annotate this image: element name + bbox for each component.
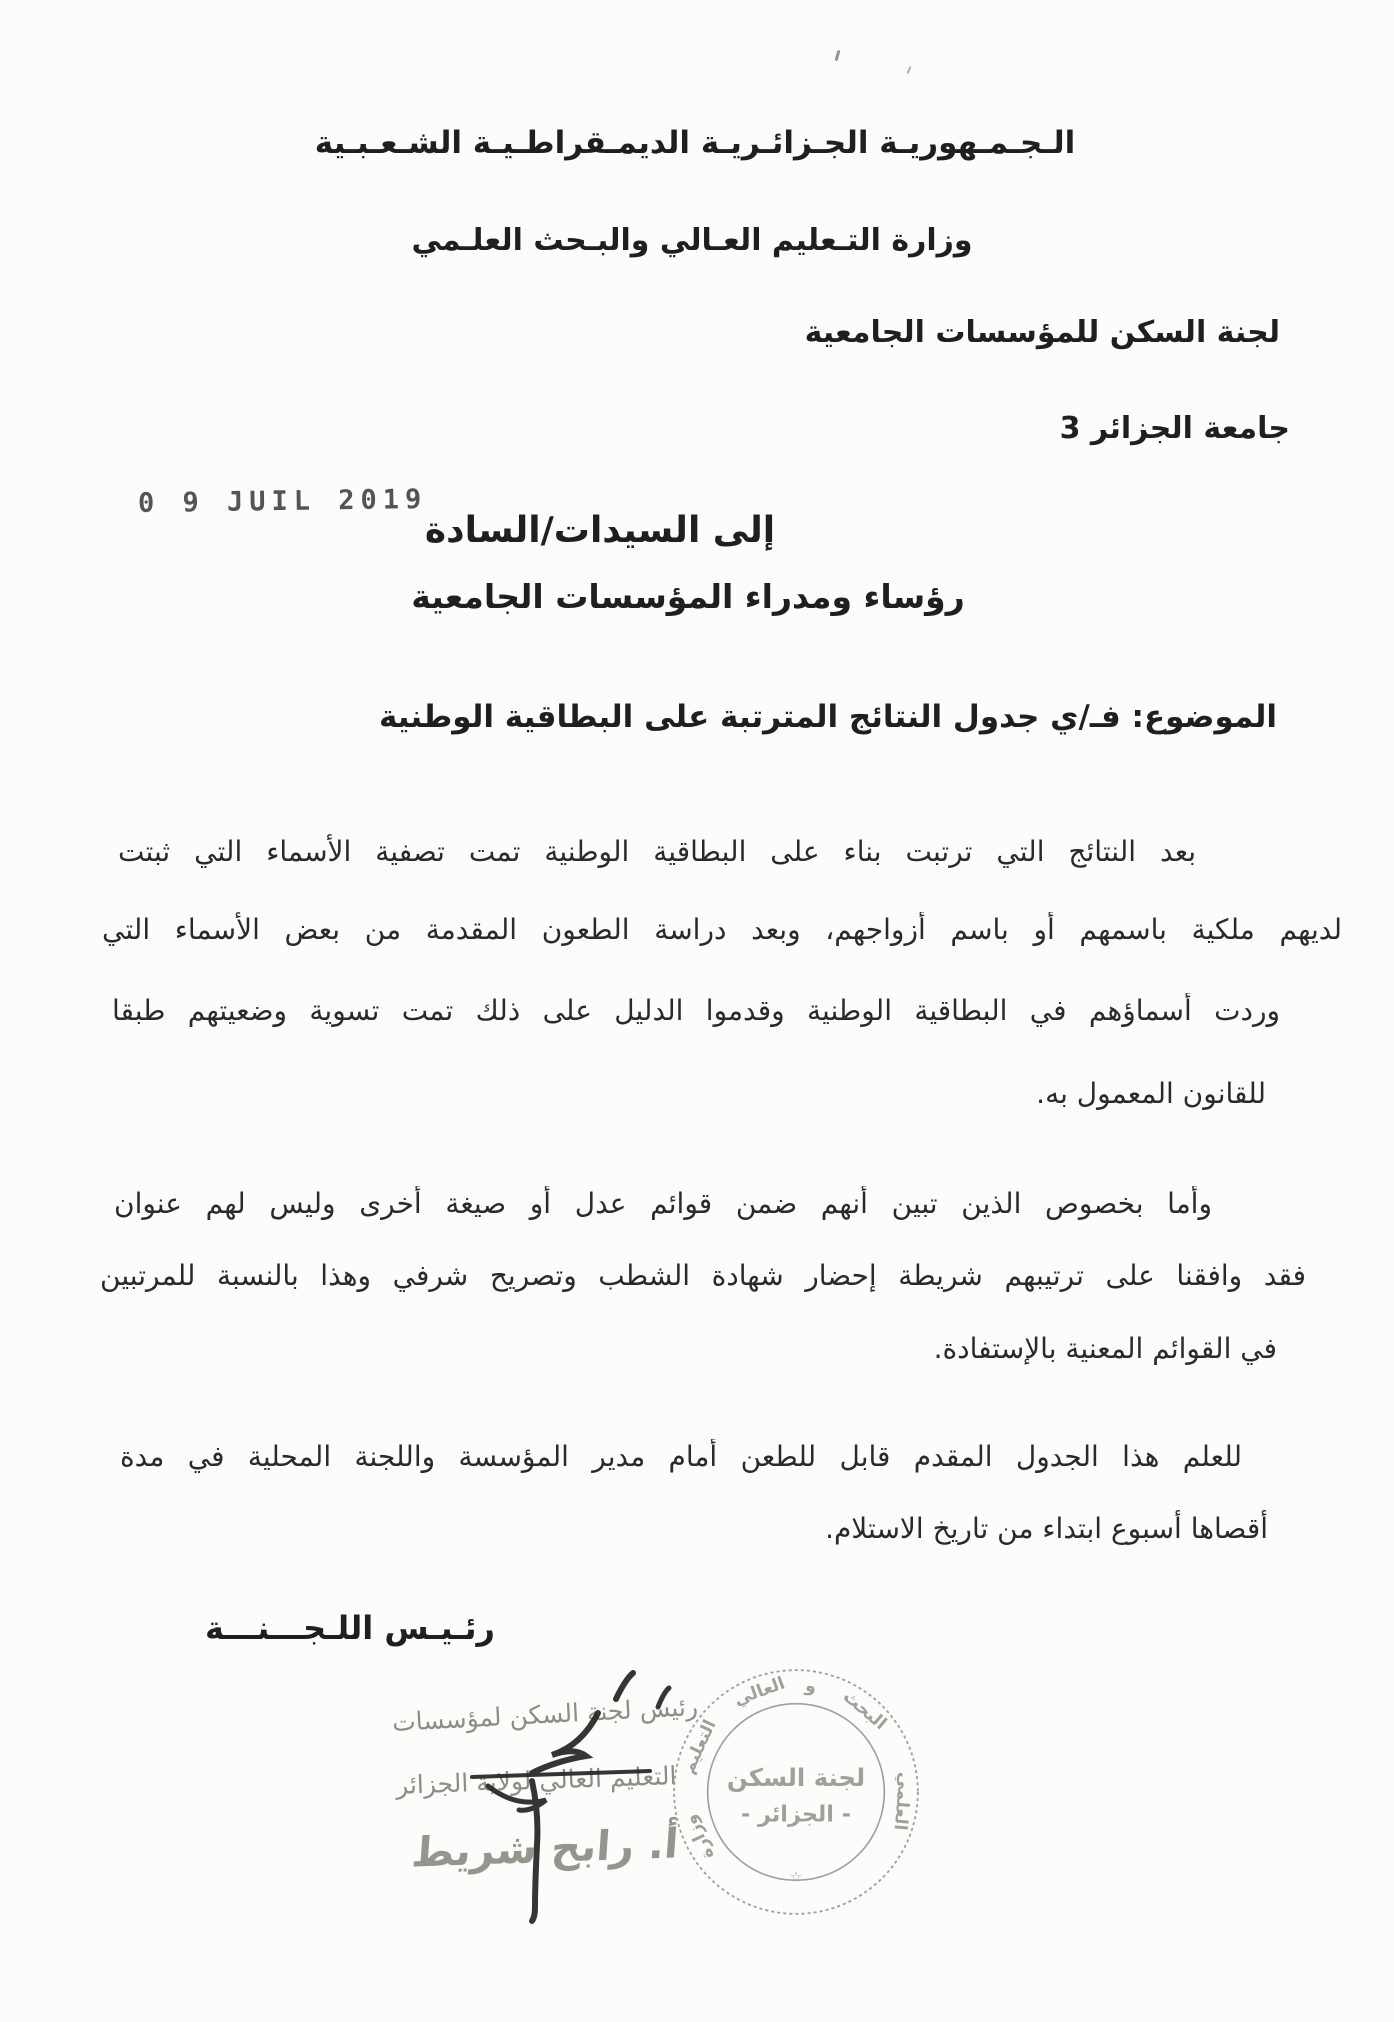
round-official-stamp xyxy=(666,1662,926,1922)
university-line: جامعة الجزائر 3 xyxy=(1059,411,1290,446)
svg-text:التعليم: التعليم xyxy=(678,1716,721,1777)
republic-line: الـجـمـهوريـة الجـزائـريـة الديمـقراطـيـة الشـعـبـية xyxy=(314,125,1076,161)
body-line: لديهم ملكية باسمهم أو باسم أزواجهم، وبعد دراسة الطعون المقدمة من بعض الأسماء التي xyxy=(102,913,1342,946)
subject-line: الموضوع: فـ/ي جدول النتائج المترتبة على البطاقية الوطنية xyxy=(378,699,1277,735)
scan-speck xyxy=(906,66,911,74)
body-line: بعد النتائج التي ترتبت بناء على البطاقية الوطنية تمت تصفية الأسماء التي ثبتت xyxy=(118,835,1196,868)
stamp-inner-ring xyxy=(708,1704,885,1881)
date-received-stamp: 0 9 JUIL 2019 xyxy=(137,483,428,520)
recipients-subheading: رؤساء ومدراء المؤسسات الجامعية xyxy=(411,577,965,616)
stamp-star: ☆ xyxy=(789,1869,803,1886)
recipients-heading: إلى السيدات/السادة xyxy=(424,510,776,551)
stamp-center-text xyxy=(727,1763,865,1885)
ministry-line: وزارة التـعليم العـالي والبـحث العلـمي xyxy=(411,223,973,258)
body-line: وردت أسماؤهم في البطاقية الوطنية وقدموا الدليل على ذلك تمت تسوية وضعيتهم طبقا xyxy=(112,994,1280,1027)
body-line: للقانون المعمول به. xyxy=(1036,1077,1266,1110)
chairman-stamp-line: التعليم العالي لولاية الجزائر xyxy=(395,1761,677,1800)
svg-text:- الجزائر -: - الجزائر - xyxy=(740,1801,852,1828)
svg-text:البحث: البحث xyxy=(838,1686,891,1735)
body-line: أقصاها أسبوع ابتداء من تاريخ الاستلام. xyxy=(825,1512,1268,1545)
body-line: وأما بخصوص الذين تبين أنهم ضمن قوائم عدل أو صيغة أخرى وليس لهم عنوان xyxy=(114,1187,1212,1220)
svg-text:العالي: العالي xyxy=(731,1673,788,1711)
svg-text:و: و xyxy=(804,1675,818,1698)
svg-text:العلمي: العلمي xyxy=(889,1771,915,1832)
scan-speck xyxy=(835,50,841,61)
signature-title: رئـيـس اللـجـــنـــة xyxy=(205,1609,495,1647)
body-line: في القوائم المعنية بالإستفادة. xyxy=(933,1332,1277,1365)
body-line: فقد وافقنا على ترتيبهم شريطة إحضار شهادة الشطب وتصريح شرفي وهذا بالنسبة للمرتبين xyxy=(100,1259,1306,1292)
signer-name: أ. رابح شريط xyxy=(409,1819,680,1877)
svg-text:وزارة: وزارة xyxy=(680,1811,719,1863)
committee-line: لجنة السكن للمؤسسات الجامعية xyxy=(804,315,1280,350)
svg-text:لجنة السكن: لجنة السكن xyxy=(726,1762,866,1792)
body-line: للعلم هذا الجدول المقدم قابل للطعن أمام مدير المؤسسة واللجنة المحلية في مدة xyxy=(120,1440,1242,1473)
chairman-stamp-line: رئيس لجنة السكن لمؤسسات xyxy=(391,1692,699,1737)
